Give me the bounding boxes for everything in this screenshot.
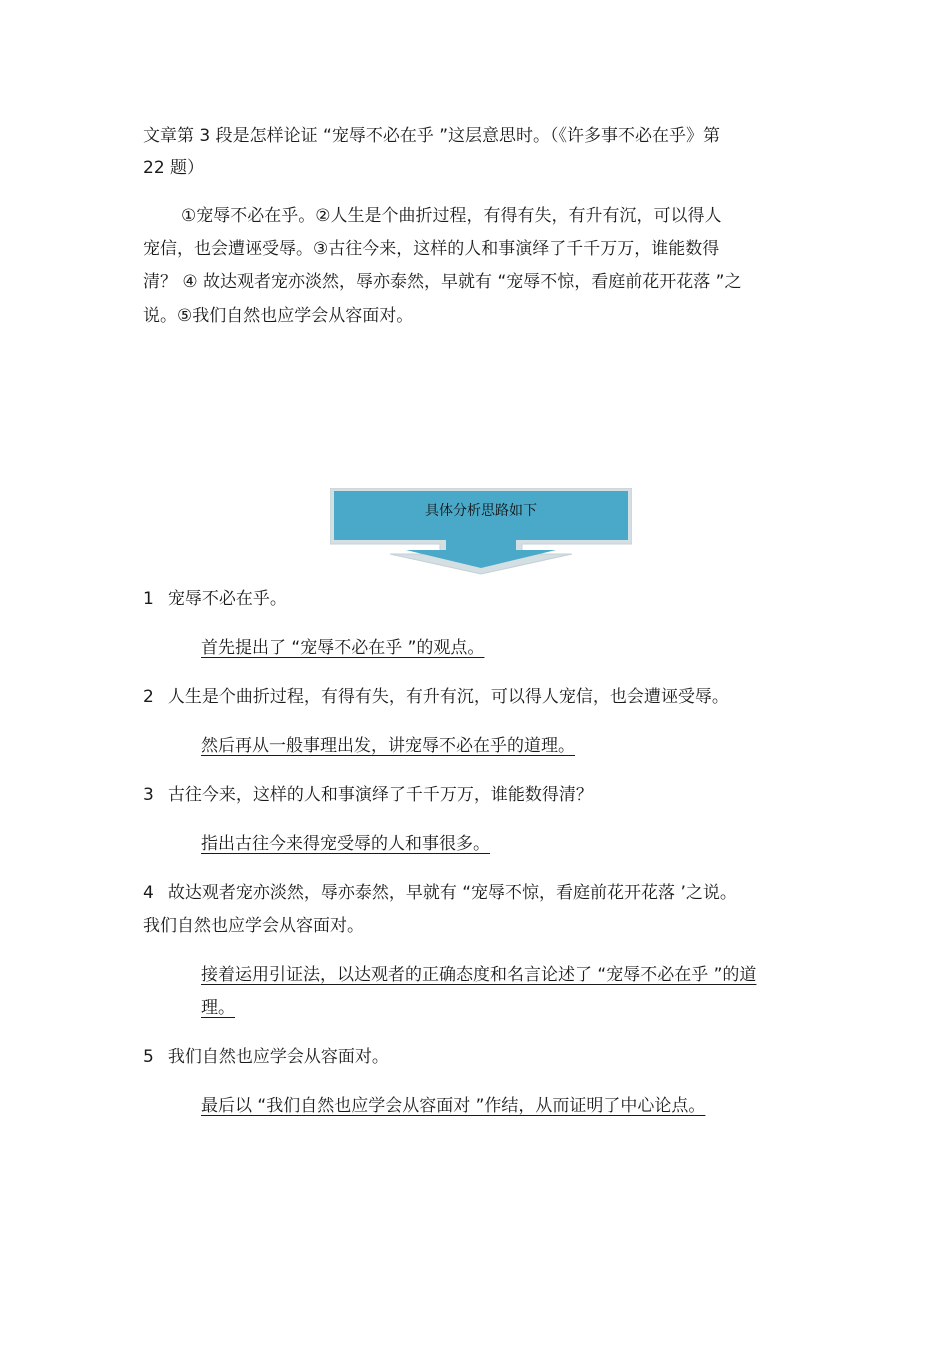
passage-line-1: ①宠辱不必在乎。②人生是个曲折过程，有得有失，有升有沉，可以得人: [181, 206, 722, 226]
step-2-analysis: 然后再从一般事理出发，讲宠辱不必在乎的道理。: [201, 736, 575, 756]
step-4-analysis-line-2: 理。: [201, 998, 235, 1018]
passage-line-4: 说。⑤我们自然也应学会从容面对。: [143, 306, 414, 326]
passage-line-3: 清？ ④ 故达观者宠亦淡然，辱亦泰然，早就有 “宠辱不惊，看庭前花开花落 ”之: [143, 272, 742, 292]
step-4-text: 故达观者宠亦淡然，辱亦泰然，早就有 “宠辱不惊，看庭前花开花落 ’之说。: [167, 883, 737, 903]
step-3-analysis: 指出古往今来得宠受辱的人和事很多。: [201, 834, 490, 854]
step-5-sentence: [143, 1046, 389, 1068]
step-5-number: 5: [143, 1047, 154, 1067]
step-2-text: 人生是个曲折过程，有得有失，有升有沉，可以得人宠信，也会遭诬受辱。: [167, 687, 729, 707]
passage-line-2: 宠信，也会遭诬受辱。③古往今来，这样的人和事演绎了千千万万，谁能数得: [143, 239, 720, 259]
step-2-sentence: [143, 686, 729, 708]
step-4-sentence: [143, 882, 737, 904]
question-line-2: 22 题）: [143, 158, 205, 178]
question-line-1: 文章第 3 段是怎样论证 “宠辱不必在乎 ”这层意思时。（《许多事不必在乎》第: [143, 126, 721, 146]
banner-label: 具体分析思路如下: [425, 503, 537, 519]
step-4-sentence-line-2: 我们自然也应学会从容面对。: [143, 916, 364, 936]
step-1-analysis: 首先提出了 “宠辱不必在乎 ”的观点。: [201, 638, 485, 658]
step-5-analysis: 最后以 “我们自然也应学会从容面对 ”作结，从而证明了中心论点。: [201, 1096, 706, 1116]
step-1-text: 宠辱不必在乎。: [167, 589, 287, 609]
step-2-number: 2: [143, 687, 154, 707]
step-3-sentence: [143, 784, 593, 806]
step-4-analysis-line-1: 接着运用引证法，以达观者的正确态度和名言论述了 “宠辱不必在乎 ”的道: [201, 965, 757, 985]
step-5-text: 我们自然也应学会从容面对。: [167, 1047, 389, 1067]
step-1-sentence: [143, 588, 287, 610]
analysis-banner: [330, 488, 632, 578]
step-4-number: 4: [143, 883, 154, 903]
step-1-number: 1: [143, 589, 154, 609]
step-3-number: 3: [143, 785, 154, 805]
step-3-text: 古往今来，这样的人和事演绎了千千万万，谁能数得清？: [167, 785, 593, 805]
